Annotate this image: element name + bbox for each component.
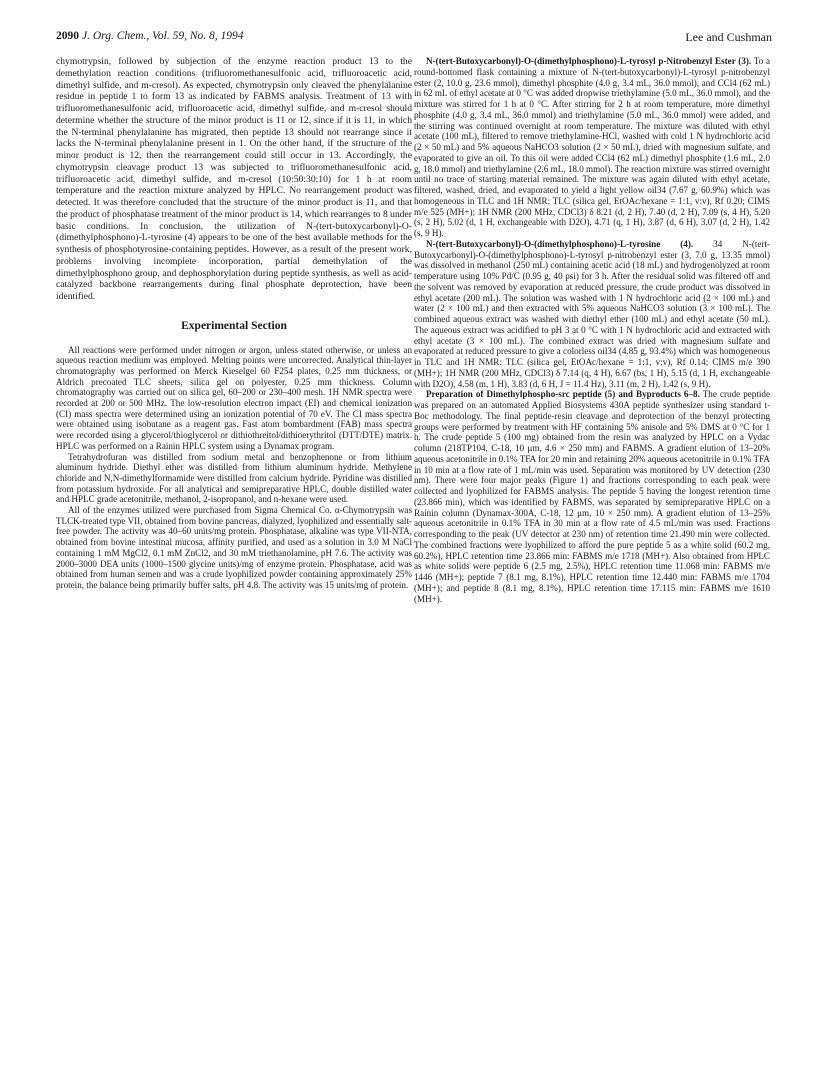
general-methods-paragraph: All reactions were performed under nitrogen or argon, unless stated otherwise, or unless an aqueous reaction medium was employed. Melting points were uncorrected. Analytical thin-layer chromatography was performed on Merck Kieselgel 60 F254 plates, 0.25 mm thickness, or Aldrich precoated TLC sheets, silica gel on polyester, 0.25 mm thickness. Column chromatography was carried out on silica gel, 60–200 or 230–400 mesh. 1H NMR spectra were recorded at 200 or 500 MHz. The low-resolution electron impact (EI) and chemical ionization (CI) mass spectra were determined using an ionization potential of 70 eV. The CI mass spectra were obtained using isobutane as a reagent gas. Fast atom bombardment (FAB) mass spectra were recorded using a glycerol/thioglycerol or dithiothreitol/dithioerythritol (DTT/DTE) matrix. HPLC was performed on a Rainin HPLC system using a Dynamax program.: [56, 344, 412, 451]
page-number: 2090: [56, 30, 79, 42]
compound-3-paragraph: [414, 56, 770, 239]
compound-4-heading: N-(tert-Butoxycarbonyl)-O-(dimethylphosphono)-L-tyrosine (4).: [426, 238, 694, 249]
compound-4-paragraph: [414, 239, 770, 390]
peptide-5-paragraph: [414, 389, 770, 604]
compound-3-body: To a round-bottomed flask containing a mixture of N-(tert-butoxycarbonyl)-L-tyrosyl p-nitrobenzyl ester (2, 10.0 g, 23.6 mmol), dimethyl phosphite (4.0 g, 3.4 mL, 36.0 mmol), and CCl4 (62 mL) in 62 mL of ethyl acetate at 0 °C was added dropwise triethylamine (5.0 mL, 36.0 mmol), and the mixture was stirred for 1 h at 0 °C. After stirring for 2 h at room temperature, more dimethyl phosphite (4.0 g, 3.4 mL, 36.0 mmol) and triethylamine (5.0 mL, 36.0 mmol) were added, and the stirring was continued overnight at room temperature. The mixture was diluted with ethyl acetate (100 mL), filtered to remove triethylamine-HCl, washed with cold 1 N hydrochloric acid (2 × 50 mL) and 5% aqueous NaHCO3 solution (2 × 50 mL), dried with magnesium sulfate, and evaporated to give an oil. To this oil were added CCl4 (62 mL) dimethyl phosphite (1.6 mL, 2.0 g, 18.0 mmol) and triethylamine (2.6 mL, 18.0 mmol). The reaction mixture was stirred overnight until no trace of starting material remained. The mixture was again diluted with ethyl acetate, filtered, washed, dried, and evaporated to yield a light yellow oil34 (7.67 g, 60.9%) which was homogeneous in TLC and 1H NMR: TLC (silica gel, EtOAc/hexane = 1:1, v:v), Rf 0.20; CIMS m/e 525 (MH+); 1H NMR (200 MHz, CDCl3) δ 8.21 (d, 2 H), 7.40 (d, 2 H), 7.09 (s, 4 H), 5.20 (s, 2 H), 5.02 (d, 1 H, exchangeable with D2O), 4.71 (q, 1 H), 3.87 (d, 6 H), 3.07 (d, 2 H), 1.42 (s, 9 H).: [414, 56, 770, 238]
peptide-5-body: The crude peptide was prepared on an automated Applied Biosystems 430A peptide synthesizer using standard t-Boc methodology. The final peptide-resin cleavage and deprotection of the benzyl protecting groups were performed by treatment with HF containing 5% anisole and 5% DMS at 0 °C for 1 h. The crude peptide 5 (100 mg) obtained from the resin was analyzed by HPLC on a Vydac column (218TP104, C-18, 10 μm, 4.6 × 250 mm) and FABMS. A gradient elution of 13–20% aqueous acetonitrile in 0.1% TFA for 20 min and retaining 20% aqueous acetonitrile in 0.1% TFA in 10 min at a flow rate of 1 mL/min was used. Separation was monitored by UV detection (230 nm). There were four major peaks (Figure 1) and fractions corresponding to each peak were collected and lyophilized for FABMS analysis. The peptide 5 having the longest retention time (23.866 min), which was identified by FABMS, was separated by semipreparative HPLC on a Rainin column (Dynamax-300A, C-18, 12 μm, 10 × 250 mm). A gradient elution of 13–25% aqueous acetonitrile in 0.1% TFA in 30 min at a flow rate of 4.5 mL/min was used. Fractions corresponding to the peak (UV detector at 230 nm) of retention time 21.490 min were collected. The combined fractions were lyophilized to afford the pure peptide 5 as a white solid (60.2 mg, 60.2%), HPLC retention time 23.866 min: FABMS m/e 1718 (MH+). Also obtained from HPLC as white solids were peptide 6 (2.5 mg, 2.5%), HPLC retention time 11.068 min: FABMS m/e 1446 (MH+); peptide 7 (8.1 mg, 8.1%), HPLC retention time 12.440 min: FABMS m/e 1704 (MH+); and peptide 8 (8.1 mg, 8.1%), HPLC retention time 17.115 min: FABMS m/e 1610 (MH+).: [414, 389, 770, 604]
conclusion-paragraph: chymotrypsin, followed by subjection of the enzyme reaction product 13 to the demethylation reaction conditions (trifluoromethanesulfonic acid, trifluoroacetic acid, dimethyl sulfide, and m-cresol). As expected, chymotrypsin only cleaved the phenylalanine residue in peptide 1 to form 13 as indicated by FABMS analysis. Treatment of 13 with trifluoromethanesulfonic acid, trifluoroacetic acid, dimethyl sulfide, and m-cresol should determine whether the structure of the minor product is 11 or 12, since if it is 11, in which the N-terminal phenylalanine has migrated, then peptide 13 should not rearrange since it lacks the N-terminal phenylalanine present in 1. On the other hand, if the structure of the minor product is 12, then the rearrangement could still occur in 13. Accordingly, the chymotrypsin cleavage product 13 was subjected to trifluoromethanesulfonic acid, trifluoroacetic acid, dimethyl sulfide, and m-cresol (10:50:30:10) for 1 h at room temperature and the reaction mixture analyzed by HPLC. No rearrangement product was detected. It was therefore concluded that the structure of the minor product is 11, and that the product of phosphatase treatment of the minor product is 14, which rearranges to 8 under basic conditions. In conclusion, the utilization of N-(tert-butoxycarbonyl)-O-(dimethylphosphono)-L-tyrosine (4) appears to be one of the best available methods for the synthesis of phosphotyrosine-containing peptides. However, as a result of the present work, problems involving incomplete incorporation, partial demethylation of the dimethylphosphono group, and dephosphorylation during peptide synthesis, as well as acid-catalyzed backbone rearrangements during final phosphate deprotection, have been identified.: [56, 56, 412, 302]
page-header: [56, 30, 772, 48]
enzymes-paragraph: All of the enzymes utilized were purchased from Sigma Chemical Co. α-Chymotrypsin was TLCK-treated type VII, obtained from bovine pancreas, dialyzed, lyophilized and essentially salt-free powder. The activity was 40–60 units/mg protein. Phosphatase, alkaline was type VII-NTA, obtained from bovine intestinal mucosa, affinity purified, and used as a solution in 3.0 M NaCl containing 1 mM MgCl2, 0.1 mM ZnCl2, and 30 mM triethanolamine, pH 7.6. The activity was 2000–3000 DEA units (1000–1500 glycine units)/mg of enzyme protein. Phosphatase, acid was obtained from human semen and was a crude lyophilized powder containing approximately 25% protein, the balance being primarily buffer salts, pH 4.8. The activity was 15 units/mg of protein.: [56, 505, 412, 590]
compound-4-body: 34 N-(tert-Butoxycarbonyl)-O-(dimethylphosphono)-L-tyrosyl p-nitrobenzyl ester (3, 7.0 g, 13.35 mmol) was dissolved in methanol (250 mL) containing acetic acid (18 mL) and hydrogenolyzed at room temperature using 10% Pd/C (0.95 g, 40 psi) for 3 h. After the residual solid was filtered off and the solvent was removed by evaporation at reduced pressure, the crude product was dissolved in ethyl acetate (200 mL). The solution was washed with 1 N hydrochloric acid (2 × 100 mL) and water (2 × 100 mL) and then extracted with 5% aqueous NaHCO3 solution (3 × 100 mL). The combined aqueous extract was washed with diethyl ether (100 mL) and ethyl acetate (50 mL). The aqueous extract was acidified to pH 3 at 0 °C with 1 N hydrochloric acid and extracted with ethyl acetate (3 × 100 mL). The combined extract was dried with magnesium sulfate and evaporated at reduced pressure to give a colorless oil34 (4.85 g, 93.4%) which was homogeneous in TLC and 1H NMR: TLC (silica gel, EtOAc/hexane = 1:1, v:v), Rf 0.14; CIMS m/e 390 (MH+); 1H NMR (200 MHz, CDCl3) δ 7.14 (q, 4 H), 6.67 (bs, 1 H), 5.15 (d, 1 H, exchangeable with D2O), 4.58 (m, 1 H), 3.83 (d, 6 H, J = 11.4 Hz), 3.11 (m, 2 H), 1.42 (s, 9 H).: [414, 238, 771, 389]
experimental-section-title: Experimental Section: [181, 319, 287, 332]
journal-citation: J. Org. Chem., Vol. 59, No. 8, 1994: [82, 30, 244, 42]
compound-3-heading: N-(tert-Butoxycarbonyl)-O-(dimethylphosphono)-L-tyrosyl p-Nitrobenzyl Ester (3).: [426, 56, 752, 66]
running-authors: Lee and Cushman: [685, 30, 772, 44]
right-column: [414, 56, 770, 604]
left-column: [56, 56, 412, 591]
peptide-5-heading: Preparation of Dimethylphospho-src peptide (5) and Byproducts 6–8.: [426, 389, 700, 400]
solvents-paragraph: Tetrahydrofuran was distilled from sodium metal and benzophenone or from lithium aluminum hydride. Diethyl ether was distilled from lithium aluminum hydride. Methylene chloride and N,N-dimethylformamide were distilled from calcium hydride. Pyridine was distilled from potassium hydroxide. For all analytical and semipreparative HPLC, double distilled water and HPLC grade acetonitrile, methanol, 2-isopropanol, and n-hexane were used.: [56, 451, 412, 505]
